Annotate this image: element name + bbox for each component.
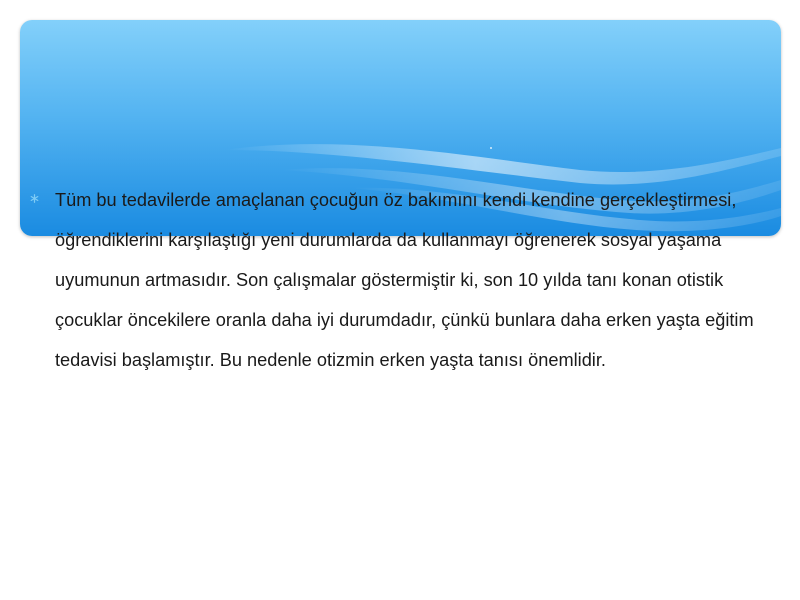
bullet-text: Tüm bu tedavilerde amaçlanan çocuğun öz bakımını kendi kendine gerçekleştirmesi, öğrendiklerini karşılaştığı yeni durumlarda da kullanmayı öğrenerek sosyal yaşama uyumunun artmasıdır. Son çalışmalar göstermiştir ki, son 10 yılda tanı konan otistik çocuklar öncekilere oranla daha iyi durumdadır, çünkü bunlara daha erken yaşta eğitim tedavisi başlamıştır. Bu nedenle otizmin erken yaşta tanısı önemlidir. bbox=[55, 190, 754, 370]
asterisk-bullet-icon bbox=[30, 194, 39, 203]
content-area bbox=[30, 180, 770, 380]
bullet-item bbox=[30, 180, 770, 380]
